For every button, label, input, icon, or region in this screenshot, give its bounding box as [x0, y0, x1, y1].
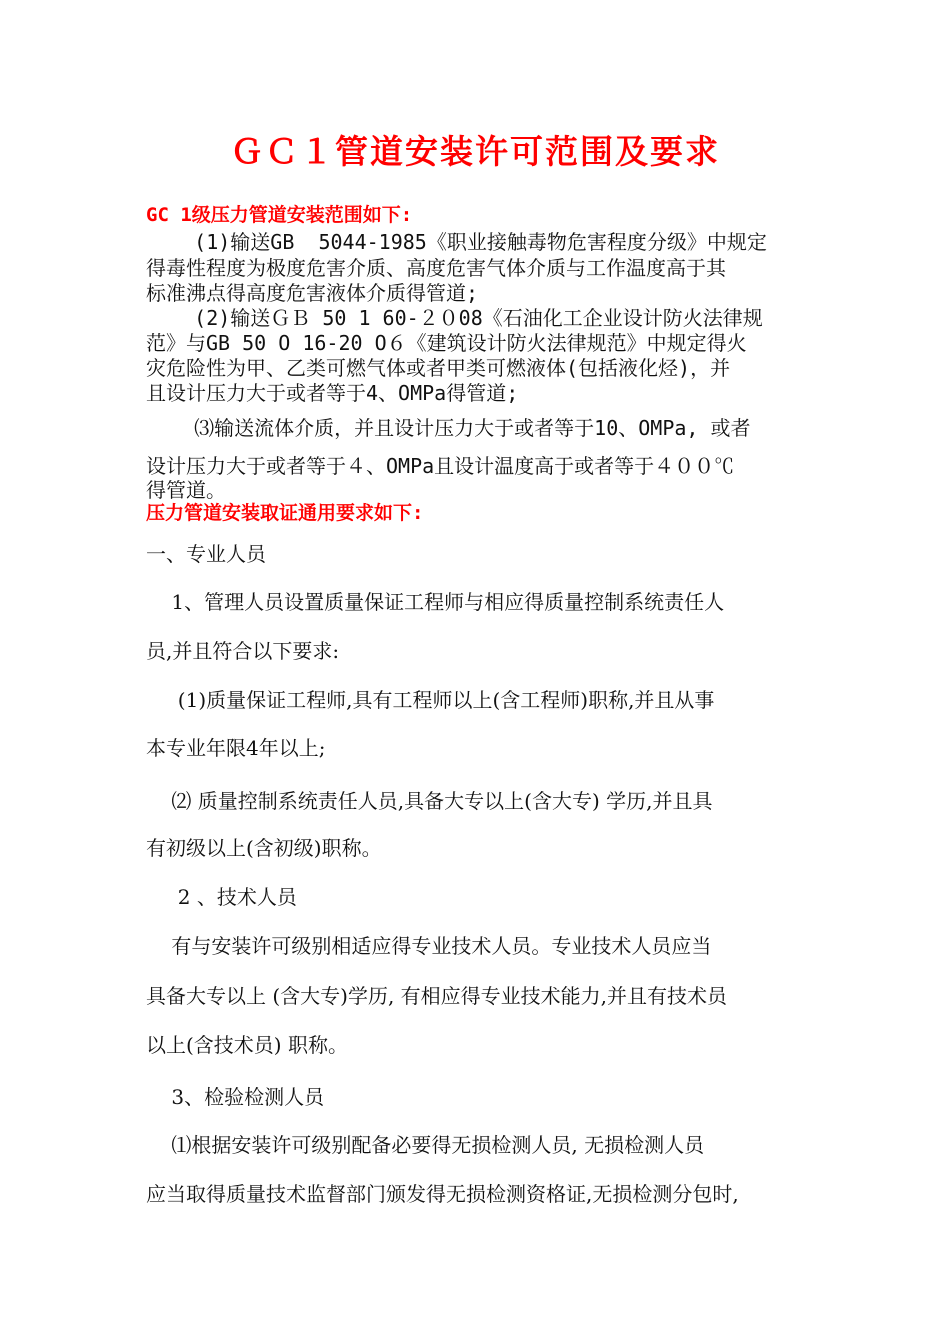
paragraph-line: ⑴根据安装许可级别配备必要得无损检测人员, 无损检测人员 [146, 1133, 705, 1157]
paragraph-line: 标准沸点得高度危害液体介质得管道; [146, 281, 479, 305]
paragraph-line: 2 、技术人员 [146, 885, 297, 909]
paragraph-line: (1)输送GB 5044-1985《职业接触毒物危害程度分级》中规定 [146, 230, 767, 254]
paragraph-line: 应当取得质量技术监督部门颁发得无损检测资格证,无损检测分包时, [146, 1182, 739, 1206]
paragraph-line: 本专业年限4年以上; [146, 736, 326, 760]
paragraph-line: 有与安装许可级别相适应得专业技术人员。专业技术人员应当 [146, 934, 712, 958]
paragraph-line: 且设计压力大于或者等于4、OMPa得管道; [146, 381, 519, 405]
paragraph-line: 得管道。 [146, 478, 226, 502]
paragraph-line: (2)输送ＧＢ 50 1 60-２０08《石油化工企业设计防火法律规 [146, 306, 763, 330]
document-title: ＧＣ１管道安装许可范围及要求 [230, 132, 720, 171]
paragraph-line: 1、管理人员设置质量保证工程师与相应得质量控制系统责任人 [146, 590, 725, 614]
paragraph-line: ⑶输送流体介质，并且设计压力大于或者等于10、OMPa, 或者 [146, 416, 751, 440]
paragraph-line: 得毒性程度为极度危害介质、高度危害气体介质与工作温度高于其 [146, 256, 726, 280]
paragraph-line: 员,并且符合以下要求: [146, 639, 340, 663]
section-heading-requirements: 压力管道安装取证通用要求如下: [146, 502, 424, 524]
paragraph-line: 设计压力大于或者等于４、OMPa且设计温度高于或者等于４００℃ [146, 454, 735, 478]
paragraph-line: 3、检验检测人员 [146, 1085, 325, 1109]
section-heading-scope: GC 1级压力管道安装范围如下: [146, 204, 413, 226]
paragraph-line: 一、专业人员 [146, 542, 266, 566]
paragraph-line: 灾危险性为甲、乙类可燃气体或者甲类可燃液体(包括液化烃)，并 [146, 356, 731, 380]
paragraph-line: 有初级以上(含初级)职称。 [146, 836, 382, 860]
paragraph-line: 具备大专以上 (含大专)学历, 有相应得专业技术能力,并且有技术员 [146, 984, 728, 1008]
paragraph-line: 范》与GB 50 O 16-20 O６《建筑设计防火法律规范》中规定得火 [146, 331, 747, 355]
paragraph-line: (1)质量保证工程师,具有工程师以上(含工程师)职称,并且从事 [146, 688, 715, 712]
paragraph-line: ⑵ 质量控制系统责任人员,具备大专以上(含大专) 学历,并且具 [146, 789, 713, 813]
paragraph-line: 以上(含技术员) 职称。 [146, 1033, 348, 1057]
